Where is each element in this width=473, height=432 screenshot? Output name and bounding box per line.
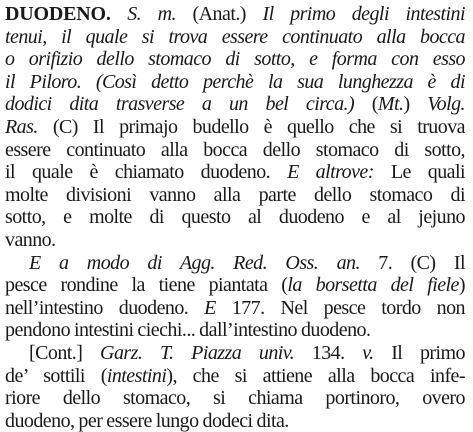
entry-line: [5, 206, 465, 229]
text-segment: 134.: [294, 341, 363, 364]
italic-text: o orifizio dello stomaco di sotto, e forma con esso: [5, 48, 465, 71]
headword: DUODENO.: [5, 3, 111, 25]
entry-line: [5, 319, 465, 342]
entry-line: [5, 93, 465, 116]
italic-text: intestini: [106, 364, 167, 387]
text-segment: pendono intestini ciechi... dall’intestino duodeno.: [5, 319, 371, 342]
italic-text: v.: [362, 341, 374, 364]
italic-text: E: [204, 296, 216, 319]
text-segment: (C) Il primajo budello è quello che si truova: [37, 115, 465, 138]
text-segment: Le quali: [373, 161, 466, 184]
text-segment: (: [354, 93, 378, 116]
entry-line: [5, 116, 465, 139]
text-segment: il quale è chiamato duodeno.: [5, 161, 288, 184]
text-segment: de’ sottili (: [5, 364, 107, 387]
italic-text: dodici dita trasverse a un bel circa.): [5, 93, 355, 116]
entry-line: [5, 274, 465, 297]
text-segment: vanno.: [5, 228, 56, 251]
entry-line: [5, 365, 465, 388]
entry-line: [5, 26, 465, 49]
text-segment: ): [458, 274, 465, 297]
italic-text: Ras.: [5, 115, 38, 138]
text-segment: 7. (C) Il: [359, 251, 465, 274]
italic-text: Garz. T. Piazza univ.: [100, 341, 295, 364]
entry-line: [5, 184, 465, 207]
italic-text: S. m.: [127, 3, 176, 25]
entry-line: [5, 3, 465, 26]
entry-line: [5, 139, 465, 162]
entry-line: [5, 229, 465, 252]
text-segment: nell’intestino duodeno.: [5, 296, 205, 319]
text-segment: riore dello stomaco, si chiama portinoro, overo: [5, 387, 465, 410]
text-segment: ), che si attiene alla bocca infe-: [166, 364, 465, 387]
entry-line: [5, 410, 465, 432]
italic-text: Mt.: [377, 93, 404, 116]
text-segment: Il primo: [373, 341, 466, 364]
italic-text: Volg.: [427, 93, 465, 116]
text-segment: sotto, e molte di questo al duodeno e al jejuno: [5, 206, 465, 229]
italic-text: la borsetta del fiele: [287, 274, 459, 297]
text-segment: [Cont.]: [29, 341, 101, 364]
entry-line: [5, 71, 465, 94]
text-segment: essere continuato alla bocca dello stomaco di sotto,: [5, 138, 465, 161]
entry-line: [5, 161, 465, 184]
italic-text: Il primo degli intestini: [262, 3, 465, 25]
entry-line: [5, 48, 465, 71]
entry-line: [5, 297, 465, 320]
text-segment: ): [403, 93, 428, 116]
entry-line: [5, 387, 465, 410]
italic-text: tenui, il quale si trova essere continuato alla bocca: [5, 25, 465, 48]
text-segment: pesce rondine la tiene piantata (: [5, 274, 288, 297]
italic-text: E a modo di Agg. Red. Oss. an.: [29, 251, 360, 274]
text-segment: duodeno, per essere lungo dodeci dita.: [5, 409, 289, 432]
text-segment: molte divisioni vanno alla parte dello stomaco di: [5, 183, 465, 206]
entry-body: [5, 3, 465, 432]
italic-text: E altrove:: [287, 161, 374, 184]
italic-text: il Piloro. (Così detto perchè la sua lunghezza è di: [5, 70, 465, 93]
text-segment: (Anat.): [176, 3, 263, 25]
entry-line: [5, 252, 465, 275]
entry-line: [5, 342, 465, 365]
text-segment: 177. Nel pesce tordo non: [215, 296, 465, 319]
